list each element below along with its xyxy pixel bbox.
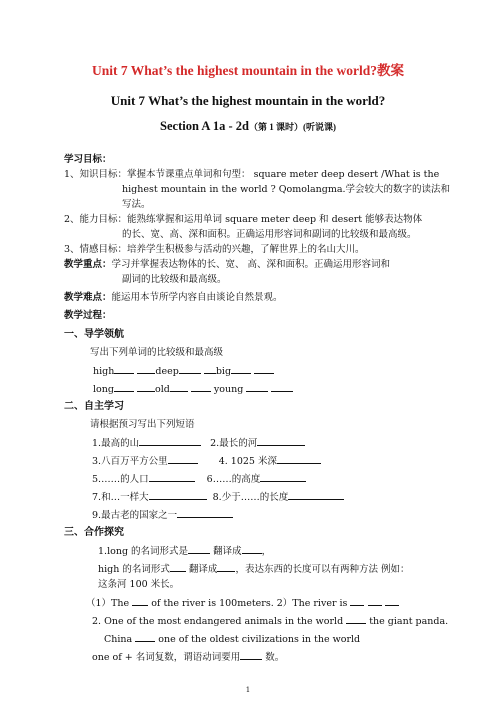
blank[interactable] — [217, 562, 235, 572]
blank[interactable] — [254, 364, 274, 374]
phrase-row-2 — [92, 454, 321, 468]
blank[interactable] — [240, 650, 262, 660]
goal-1-line-2: highest mountain in the world ? Qomolangma.学会较大的数字的读法和 — [122, 184, 451, 195]
blank[interactable] — [135, 632, 155, 642]
key-points — [64, 258, 390, 271]
goal-2-line-2: 的长、宽、高、深和面积。正确运用形容词和副词的比较级和最高级。 — [122, 229, 417, 240]
blank[interactable] — [114, 364, 134, 374]
section-2-heading: 二、自主学习 — [64, 401, 124, 412]
phrase-3: 3.八百万平方公里 — [92, 456, 168, 467]
blank[interactable] — [231, 364, 251, 374]
blank[interactable] — [350, 596, 364, 606]
section-2-instruction: 请根据预习写出下列短语 — [90, 419, 195, 430]
word-high: high — [93, 366, 115, 377]
phrase-row-4 — [92, 490, 344, 504]
text: 翻译成 — [213, 546, 242, 557]
blank[interactable] — [149, 472, 195, 482]
text: 数。 — [265, 652, 285, 663]
word-row-1 — [93, 364, 274, 378]
word-big: big — [215, 366, 232, 377]
goal-1-line-1: 1、知识目标：掌握本节课重点单词和句型： square meter deep desert /What is the — [64, 169, 440, 180]
difficulty-text: 能运用本节所学内容自由谈论自然景观。 — [111, 292, 283, 303]
word-old: old — [155, 384, 170, 395]
section-3-heading: 三、合作探究 — [64, 527, 124, 538]
blank[interactable] — [385, 596, 399, 606]
phrase-1: 1.最高的山 — [92, 438, 140, 449]
explore-line-1 — [98, 544, 271, 558]
key-points-text: 学习并掌握表达物体的长、宽、 高、深和面积。正确运用形容词和 — [111, 259, 391, 270]
blank[interactable] — [288, 490, 344, 500]
text: ， — [261, 546, 272, 557]
blank[interactable] — [179, 364, 201, 374]
explore-line-7 — [92, 650, 284, 664]
blank[interactable] — [204, 364, 216, 374]
blank[interactable] — [170, 382, 188, 392]
text: one of + 名词复数，谓语动词要用 — [92, 652, 241, 663]
blank[interactable] — [114, 382, 134, 392]
blank[interactable] — [191, 382, 211, 392]
section-1-instruction: 写出下列单词的比较级和最高级 — [90, 347, 224, 358]
text: the giant panda. — [369, 616, 449, 627]
key-points-line-2: 副词的比较级和最高级。 — [122, 274, 227, 285]
phrase-6: 6……的高度 — [206, 474, 261, 485]
phrase-row-1 — [92, 436, 305, 450]
blank[interactable] — [139, 436, 201, 446]
text: 翻译成 — [188, 564, 218, 575]
word-young: young — [213, 384, 244, 395]
phrase-7: 7.和…一样大 — [92, 492, 149, 503]
blank[interactable] — [132, 596, 148, 606]
blank[interactable] — [137, 382, 155, 392]
word-row-2 — [93, 382, 293, 396]
section-1-heading: 一、导学领航 — [64, 329, 124, 340]
phrase-row-3 — [92, 472, 306, 486]
phrase-2: 2.最长的河 — [210, 438, 258, 449]
goal-3: 3、情感目标：培养学生积极参与活动的兴趣，了解世界上的名山大川。 — [64, 244, 365, 255]
text: ，表达东西的长度可以有两种方法 例如： — [235, 564, 410, 575]
phrase-4: 4. 1025 米深 — [218, 456, 277, 467]
explore-line-4 — [86, 596, 399, 610]
section-note: （第 1 课时）(听说课) — [248, 122, 336, 132]
phrase-row-5 — [92, 508, 233, 522]
text: China — [104, 634, 133, 645]
text: high 的名词形式 — [98, 564, 170, 575]
blank[interactable] — [168, 454, 198, 464]
word-deep: deep — [155, 366, 179, 377]
word-long: long — [93, 384, 114, 395]
blank[interactable] — [242, 544, 262, 554]
explore-line-2 — [98, 562, 409, 576]
text: 1.long 的名词形式是 — [98, 546, 189, 557]
section-label: Section A 1a - 2d — [160, 119, 249, 133]
blank[interactable] — [170, 562, 186, 572]
document-title-red: Unit 7 What’s the highest mountain in the world?教案 — [91, 63, 405, 78]
text: of the river is 100meters. 2）The river is — [151, 598, 348, 609]
text: 2. One of the most endangered animals in the world — [92, 616, 344, 627]
difficulty — [64, 291, 283, 304]
blank[interactable] — [277, 454, 321, 464]
blank[interactable] — [149, 490, 207, 500]
goal-1-line-3: 写法。 — [122, 199, 151, 210]
blank[interactable] — [346, 614, 366, 624]
goal-2-line-1: 2、能力目标：能熟练掌握和运用单词 square meter deep 和 desert 能够表达物体 — [64, 214, 423, 225]
blank[interactable] — [271, 382, 293, 392]
page-number: 1 — [245, 686, 251, 694]
text: one of the oldest civilizations in the world — [158, 634, 361, 645]
lesson-title: Unit 7 What’s the highest mountain in the world? — [110, 93, 386, 108]
blank[interactable] — [368, 596, 382, 606]
phrase-8: 8.少于……的长度 — [212, 492, 289, 503]
difficulty-label: 教学难点： — [64, 292, 112, 303]
section-title — [0, 120, 496, 134]
key-points-label: 教学重点： — [64, 259, 112, 270]
blank[interactable] — [246, 382, 268, 392]
explore-line-6 — [104, 632, 360, 646]
blank[interactable] — [188, 544, 210, 554]
phrase-5: 5.……的人口 — [92, 474, 149, 485]
phrase-9: 9.最古老的国家之一 — [92, 510, 178, 521]
blank[interactable] — [260, 472, 306, 482]
process-heading: 教学过程： — [64, 310, 112, 321]
text: （1）The — [86, 598, 130, 609]
blank[interactable] — [137, 364, 155, 374]
explore-line-3: 这条河 100 米长。 — [98, 579, 180, 590]
explore-line-5 — [92, 614, 448, 628]
blank[interactable] — [177, 508, 233, 518]
blank[interactable] — [257, 436, 305, 446]
goals-heading: 学习目标： — [64, 154, 112, 165]
